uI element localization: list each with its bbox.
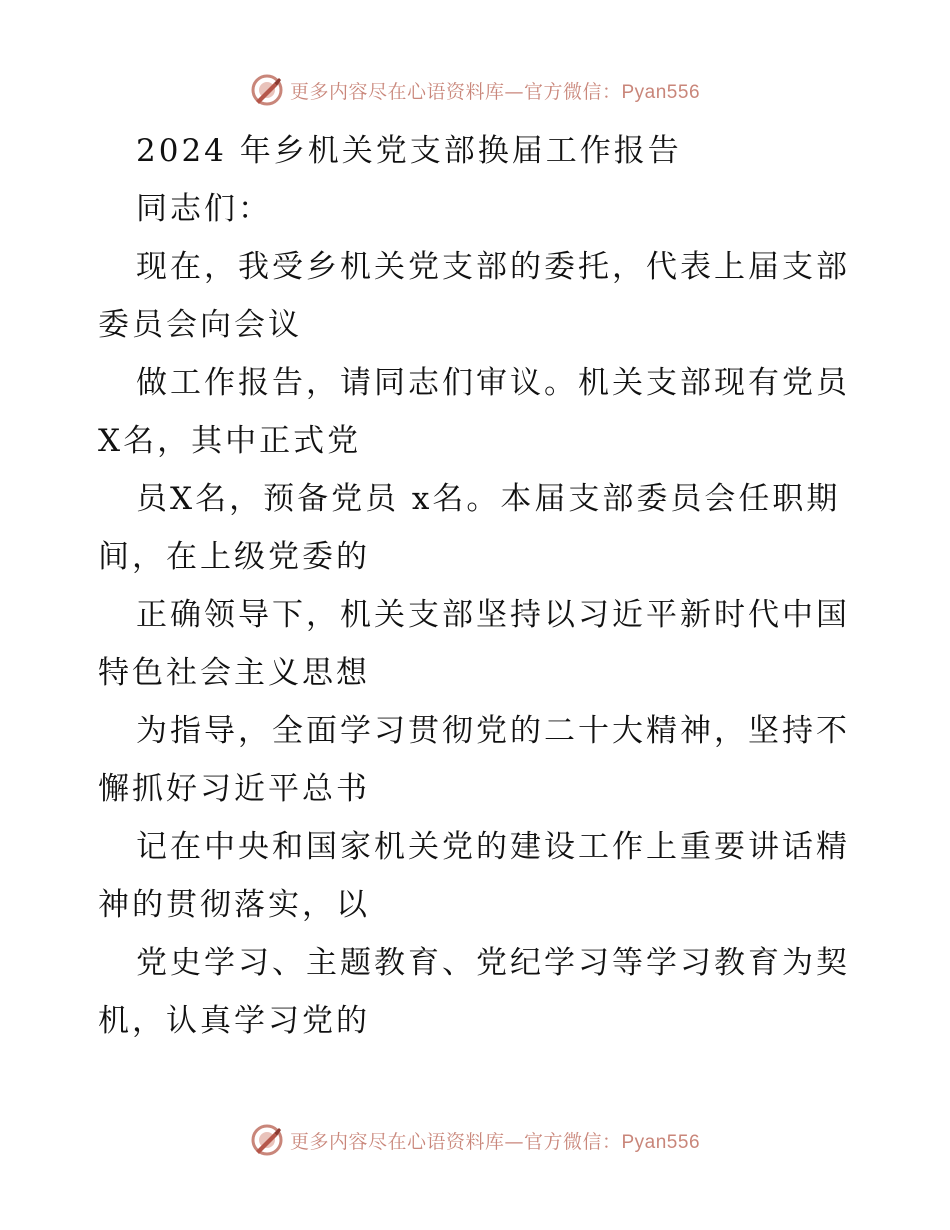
paragraph-line: 做工作报告，请同志们审议。机关支部现有党员 xyxy=(136,365,850,401)
paragraph-line: 神的贯彻落实，以 xyxy=(98,887,370,923)
paragraph-line: 现在，我受乡机关党支部的委托，代表上届支部 xyxy=(136,249,850,285)
watermark-text xyxy=(290,77,700,104)
document-title: 2024 年乡机关党支部换届工作报告 xyxy=(136,133,682,169)
paragraph-line: 员X名，预备党员 x名。本届支部委员会任职期 xyxy=(136,481,841,517)
paragraph-line: 委员会向会议 xyxy=(98,307,302,343)
watermark-wechat-id: Pyan556 xyxy=(621,81,701,103)
paragraph-line: 党史学习、主题教育、党纪学习等学习教育为契 xyxy=(136,945,850,981)
watermark-text xyxy=(290,1127,700,1154)
paragraph-line: 同志们： xyxy=(136,191,272,227)
pen-logo-icon xyxy=(250,1123,284,1157)
watermark-footer xyxy=(0,1120,950,1160)
paragraph-line: 为指导，全面学习贯彻党的二十大精神，坚持不 xyxy=(136,713,850,749)
paragraph-line: X名，其中正式党 xyxy=(98,423,362,459)
paragraph-line: 特色社会主义思想 xyxy=(98,655,370,691)
document-body xyxy=(98,122,858,1050)
pen-logo-icon xyxy=(250,73,284,107)
paragraph-line: 懈抓好习近平总书 xyxy=(98,771,370,807)
paragraph-line: 正确领导下，机关支部坚持以习近平新时代中国 xyxy=(136,597,850,633)
paragraph-line: 间，在上级党委的 xyxy=(98,539,370,575)
paragraph-line: 机，认真学习党的 xyxy=(98,1003,370,1039)
watermark-cn-text: 更多内容尽在心语资料库—官方微信： xyxy=(289,1130,622,1153)
watermark-cn-text: 更多内容尽在心语资料库—官方微信： xyxy=(289,80,622,103)
watermark-wechat-id: Pyan556 xyxy=(621,1131,701,1153)
watermark-header xyxy=(0,70,950,110)
paragraph-line: 记在中央和国家机关党的建设工作上重要讲话精 xyxy=(136,829,850,865)
